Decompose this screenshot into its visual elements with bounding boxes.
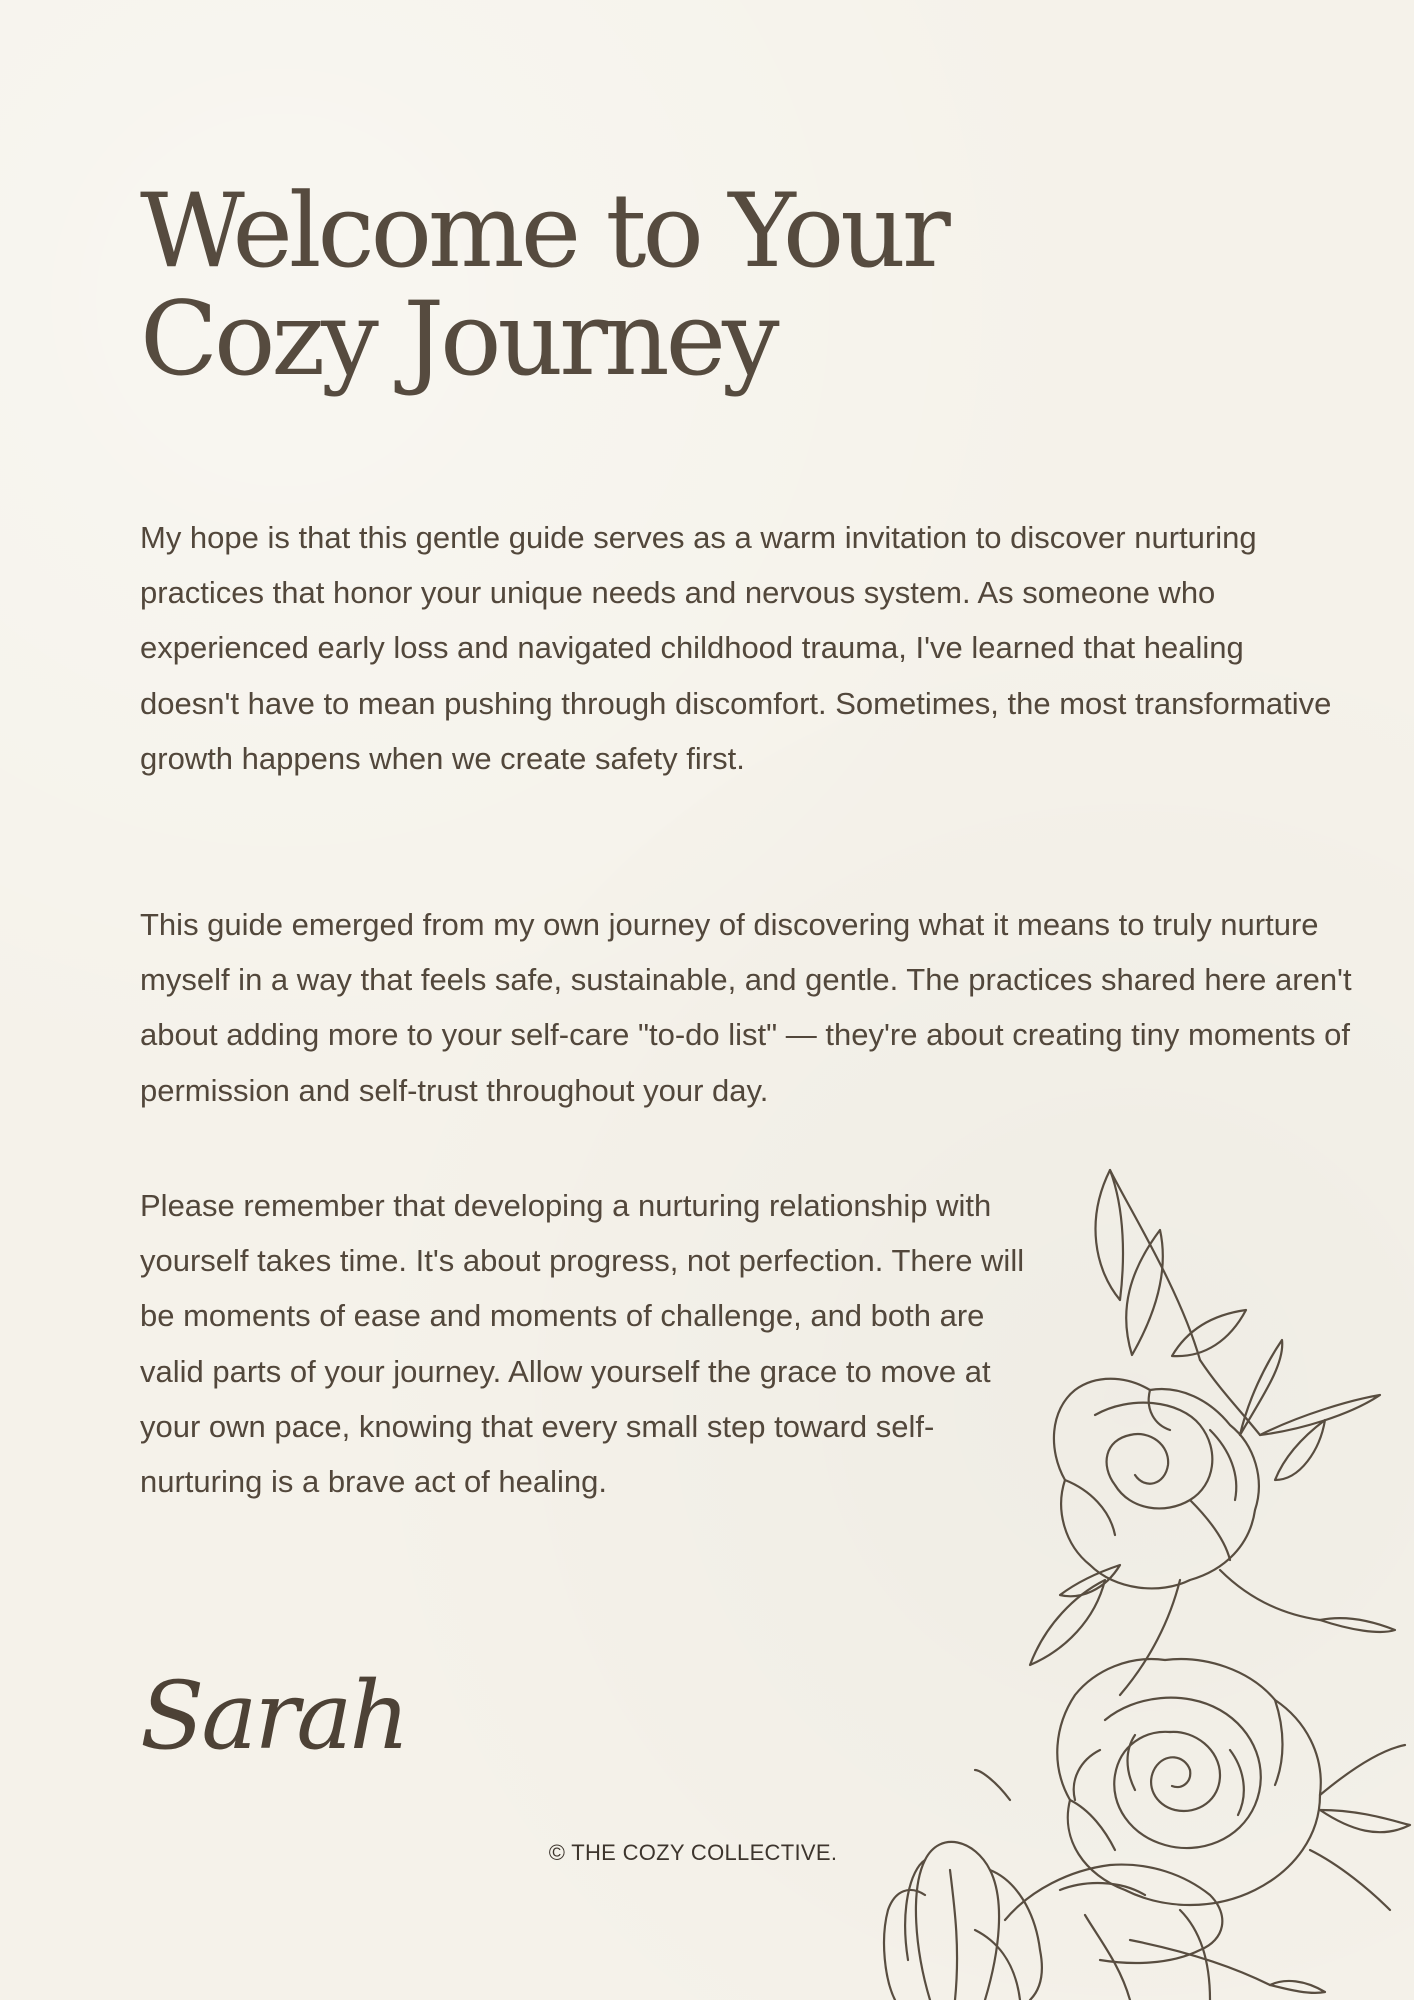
- page-title: [140, 172, 1040, 399]
- rose-line-art-icon: [880, 1150, 1414, 2000]
- signature-text: Sarah: [140, 1662, 407, 1771]
- paragraph-origin: This guide emerged from my own journey of discovering what it means to truly nurture myself in a way that feels safe, sustainable, and gentle. The practices shared here aren't about adding more to your self-care "to-do list" — they're about creating tiny moments of permission and self-trust throughout your day.: [140, 907, 1352, 1108]
- footer-copyright: © THE COZY COLLECTIVE.: [548, 1840, 838, 1865]
- paragraph-reminder: Please remember that developing a nurturing relationship with yourself takes time. It's about progress, not perfection. There will be moments of ease and moments of challenge, and both are valid parts of your journey. Allow yourself the grace to move at your own pace, knowing that every small step toward self-nurturing is a brave act of healing.: [140, 1188, 1025, 1500]
- title-line-1: Welcome to Your: [140, 172, 947, 291]
- paragraph-intro: My hope is that this gentle guide serves as a warm invitation to discover nurturing practices that honor your unique needs and nervous system. As someone who experienced early loss and navigated childhood trauma, I've learned that healing doesn't have to mean pushing through discomfort. Sometimes, the most transformative growth happens when we create safety first.: [140, 520, 1332, 776]
- signature: [138, 1660, 418, 1780]
- title-line-2: Cozy Journey: [140, 280, 776, 399]
